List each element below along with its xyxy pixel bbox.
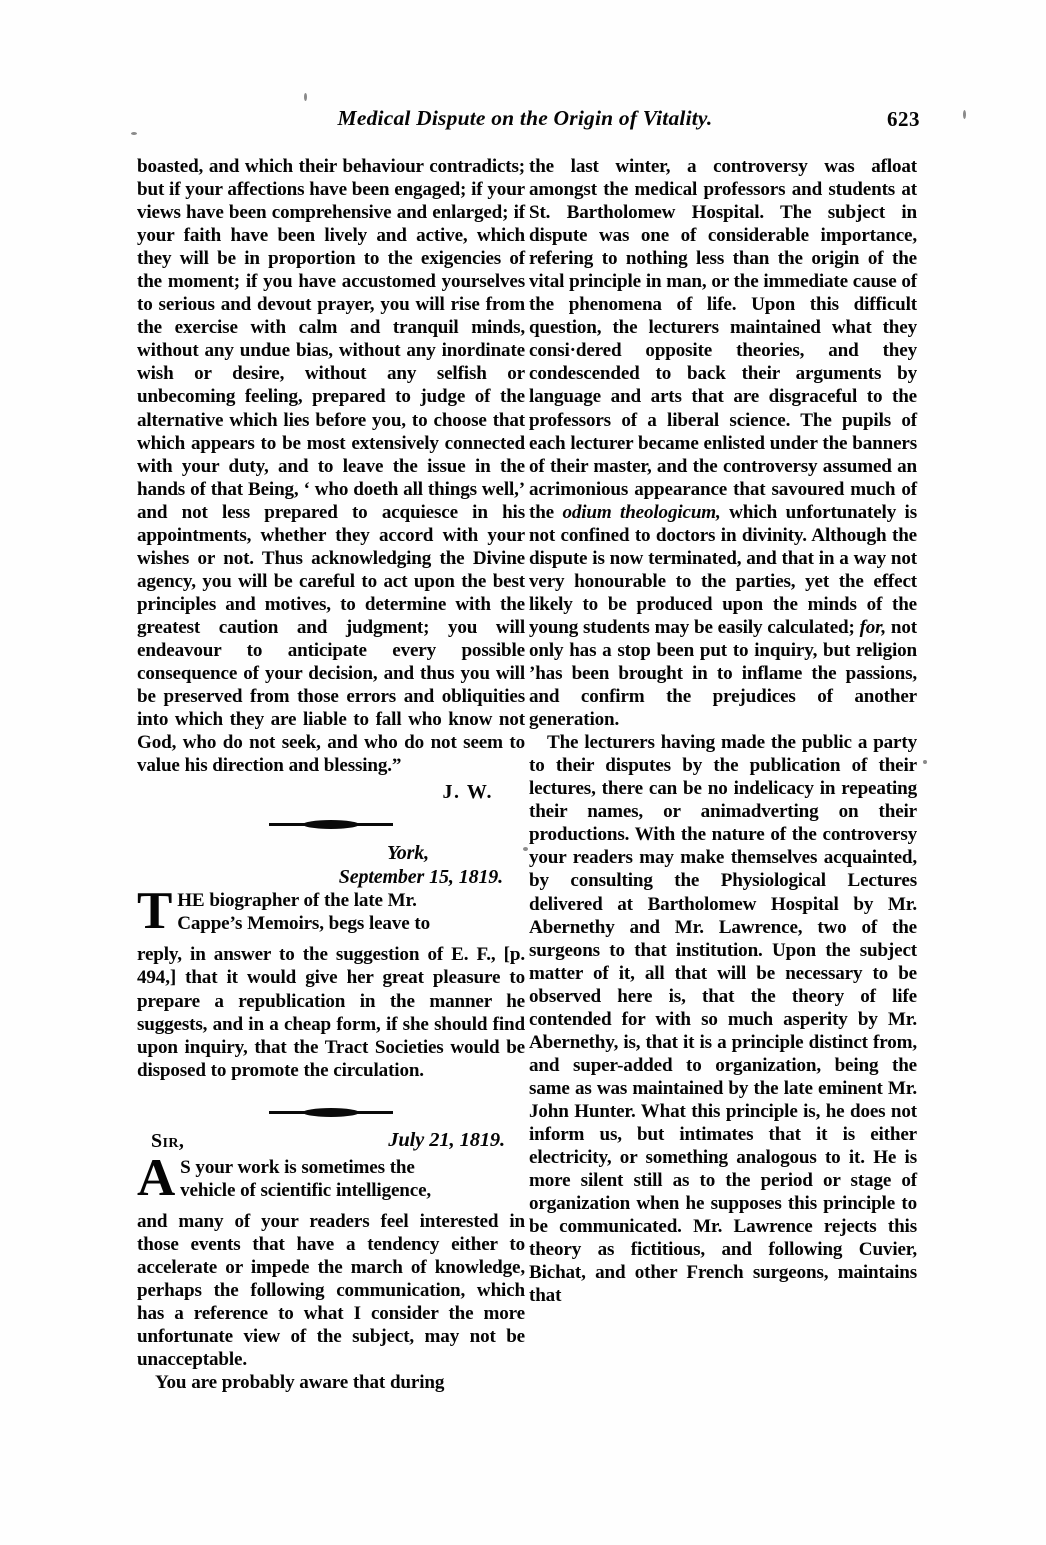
dropcap-t: T: [137, 882, 173, 941]
scan-speck: [963, 110, 966, 119]
letter-two-second-line: vehicle of scientific intelligence,: [180, 1179, 432, 1201]
letter-date-september: [137, 866, 525, 889]
scan-speck: [923, 760, 927, 764]
divider-ornament: [137, 1102, 525, 1124]
letter-two-header: [137, 1130, 525, 1156]
divider-ornament: [137, 814, 525, 836]
scan-speck: [304, 93, 307, 101]
right-text-column: [529, 155, 917, 1307]
para-one-part-a: the last winter, a controversy was afloat amongst the medical professors and students at St. Bartholomew Hospital. The subject in dispute was one of considerable importance, refering to nothing less than the origin of the vital principle in man, or the immediate cause of the phenomena of life. Upon this difficult question, the lecturers maintained what they consi·dered opposite theories, and they condescended to back their arguments by language and arts that are disgraceful to the professors of a liberal science. The pupils of each lecturer became enlisted under the banners of their master, and the controversy assumed an acrimonious appearance that savoured much of the: [529, 156, 917, 523]
letter-one-first-words: HE biographer of the late Mr.: [177, 890, 417, 912]
letter-one-body: reply, in answer to the suggestion of E. F., [p. 494,] that it would give her great pleasure to prepare a republication in the manner he suggests, and in a cheap form, if she should find upon inquiry, that the Tract Societies would be disposed to promote the circulation.: [137, 944, 525, 1081]
date-italic: July 21, 1819.: [388, 1128, 505, 1151]
emphasis-for: for,: [859, 616, 887, 638]
left-text-column: [137, 155, 525, 1394]
salutation-sir: Sir,: [151, 1129, 185, 1152]
date-italic: September 15, 1819.: [338, 866, 503, 889]
scan-speck: [131, 132, 137, 135]
letter-one-opening: [137, 882, 525, 943]
letter-two-body: and many of your readers feel interested in those events that have a tendency either to accelerate or impede the march of knowledge, perhaps the following communication, which has a reference to what I consider the more unfortunate view of the subject, may not be unacceptable.: [137, 1210, 525, 1370]
letter-place-york: York,: [386, 842, 429, 865]
right-paragraph-one: [529, 155, 917, 731]
letter-two-opening: [137, 1148, 525, 1210]
page-number: 623: [887, 107, 920, 131]
page-title: Medical Dispute on the Origin of Vitality.: [337, 106, 713, 130]
divider-lens: [303, 820, 359, 829]
letter-two-first-words: S your work is sometimes the: [180, 1156, 415, 1178]
divider-lens: [303, 1108, 359, 1117]
para-one-part-b: which unfortunately is not confined to doctors in divinity. Although the dispute is now terminated, and that in a way not very honourable to the parties, yet the effect likely to be produced upon the minds of the young students may be easily calculated;: [529, 501, 917, 638]
paragraph-continued: boasted, and which their behaviour contradicts; but if your affections have been engaged; if your views have been comprehensive and enlarged; if your faith have been lively and active, which they will be in proportion to the exigencies of the moment; if you have accustomed yourselves to serious and devout prayer, you will rise from the exercise with calm and tranquil minds, without any undue bias, without any inordinate wish or desire, without any selfish or unbecoming feeling, prepared to judge of the alternative which lies before you, to choose that which appears to be most extensively connected with your duty, and to leave the issue in the hands of that Being, ‘ who doeth all things well,’ and not less prepared to acquiesce in his appointments, whether they accord with your wishes or not. Thus acknowledging the Divine agency, you will be careful to act upon the best principles and motives, to determine with the greatest caution and judgment; you will endeavour to anticipate every possible consequence of your decision, and thus you will be preserved from those errors and obliquities into which they are liable to fall who know not God, who do not seek, and who do not seem to value his direction and blessing.”: [137, 156, 525, 777]
right-paragraph-two: The lecturers having made the public a party to their disputes by the publication of their lectures, there can be no indelicacy in repeating their names, or animadverting on their productions. With the nature of the controversy your readers may make themselves acquainted, by consulting the Physiological Lectures delivered at Bartholomew Hospital by Mr. Abernethy and Mr. Lawrence, two of the surgeons to that institution. Upon the subject matter of it, all that will be necessary to be observed here is, that the theory of life contended for with so much asperity by Mr. Abernethy, is, that it is a principle distinct from, and super-added to organization, being the same as was maintained by the late eminent Mr. John Hunter. What this principle is, he does not inform us, but intimates that it is either electricity, or something analogous to it. He is more silent still as to the period or stage of organization when he supposes this principle to be communicated. Mr. Lawrence rejects this theory as fictitious, and following Cuvier, Bichat, and other French surgeons, maintains that: [529, 732, 917, 1307]
letter-date-july: [388, 1129, 505, 1152]
para-one-part-c: not only has a stop been put to inquiry, but religion ’has been brought in to inflame the passions, and confirm the prejudices of another generation.: [529, 616, 917, 731]
dropcap-a: A: [137, 1148, 176, 1207]
letter-one-second-line: Cappe’s Memoirs, begs leave to: [177, 913, 430, 935]
letter-two-body-continued: You are probably aware that during: [155, 1372, 445, 1394]
running-head: [130, 106, 920, 136]
latin-phrase-odium-theologicum: odium theologicum,: [562, 501, 721, 523]
signature-initials: J. W.: [442, 781, 493, 804]
